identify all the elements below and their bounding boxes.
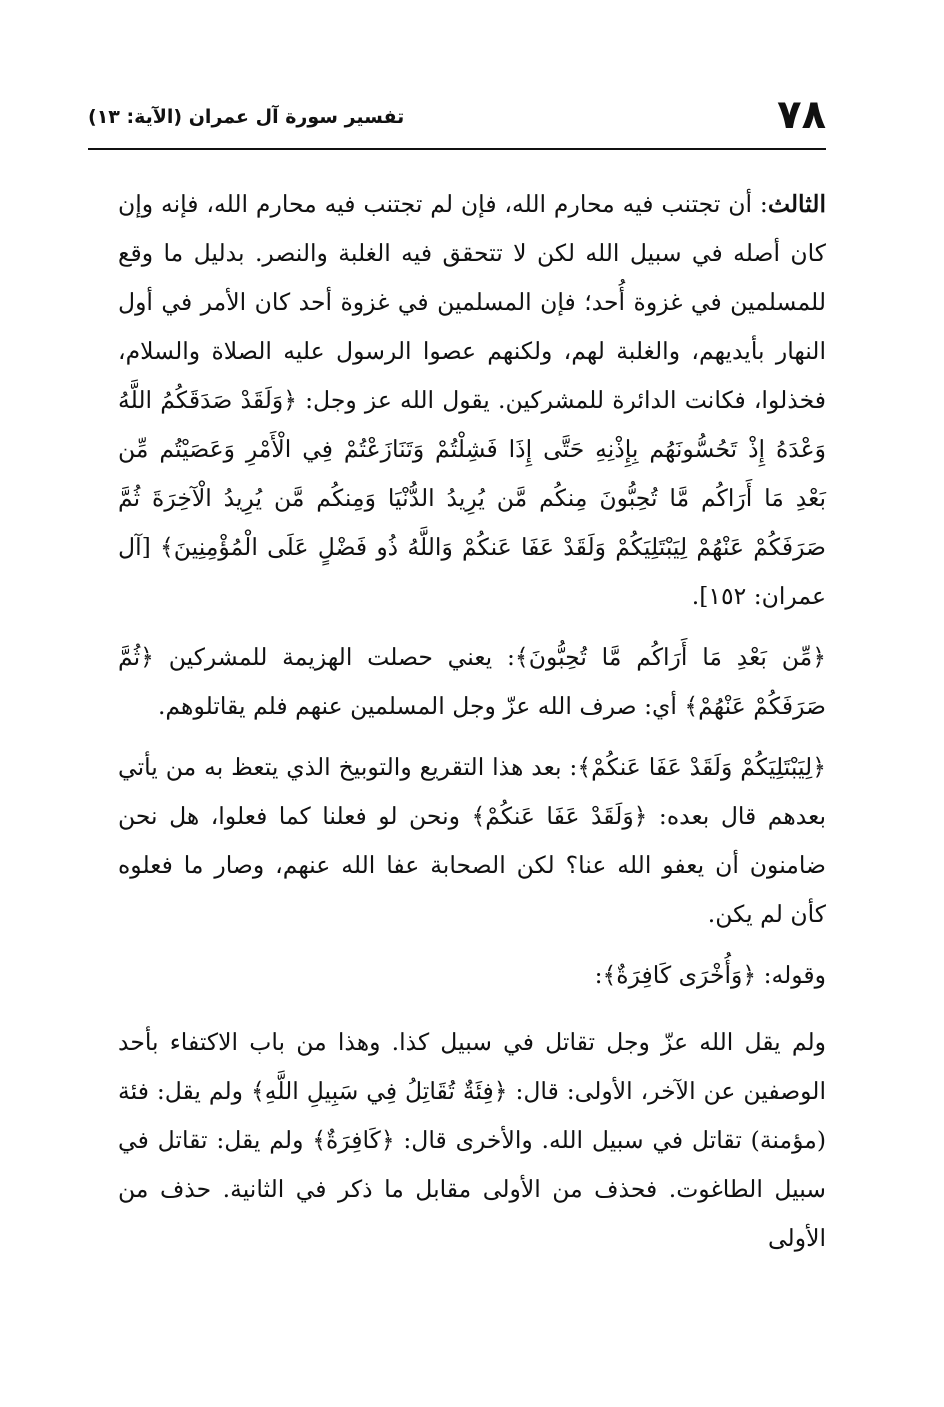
paragraph-4 xyxy=(118,951,826,1000)
running-title: تفسير سورة آل عمران (الآية: ١٣) xyxy=(88,106,405,128)
page-number: ٧٨ xyxy=(777,92,826,138)
paragraph-lead: الثالث xyxy=(767,190,826,218)
paragraph-text: ﴿لِيَبْتَلِيَكُمْ وَلَقَدْ عَفَا عَنكُمْ﴾: بعد هذا التقريع والتوبيخ الذي يتعظ به من يأتي بعدهم قال بعده: ﴿وَلَقَدْ عَفَا عَنكُمْ﴾ ونحن لو فعلنا كما فعلوا، هل نحن ضامنون أن يعفو الله عنا؟ لكن الصحابة عفا الله عنهم، وصار ما فعلوه كأن لم يكن. xyxy=(118,753,826,928)
paragraph-5 xyxy=(118,1018,826,1263)
paragraph-2 xyxy=(118,633,826,731)
paragraph-3 xyxy=(118,743,826,939)
body-text xyxy=(118,180,826,1275)
page-header xyxy=(88,92,826,150)
paragraph-text: وقوله: ﴿وَأُخْرَى كَافِرَةٌ﴾: xyxy=(594,961,826,989)
paragraph-text: ﴿مِّن بَعْدِ مَا أَرَاكُم مَّا تُحِبُّونَ﴾: يعني حصلت الهزيمة للمشركين ﴿ثُمَّ صَرَفَكُمْ عَنْهُمْ﴾ أي: صرف الله عزّ وجل المسلمين عنهم فلم يقاتلوهم. xyxy=(118,643,826,720)
paragraph-text: : أن تجتنب فيه محارم الله، فإن لم تجتنب فيه محارم الله، فإنه وإن كان أصله في سبيل الله لكن لا تتحقق فيه الغلبة والنصر. بدليل ما وقع للمسلمين في غزوة أُحد؛ فإن المسلمين في غزوة أحد كان الأمر في أول النهار بأيديهم، والغلبة لهم، ولكنهم عصوا الرسول عليه الصلاة والسلام، فخذلوا، فكانت الدائرة للمشركين. يقول الله عز وجل: ﴿وَلَقَدْ صَدَقَكُمُ اللَّهُ وَعْدَهُ إِذْ تَحُسُّونَهُم بِإِذْنِهِ حَتَّى إِذَا فَشِلْتُمْ وَتَنَازَعْتُمْ فِي الْأَمْرِ وَعَصَيْتُم مِّن بَعْدِ مَا أَرَاكُم مَّا تُحِبُّونَ مِنكُم مَّن يُرِيدُ الدُّنْيَا وَمِنكُم مَّن يُرِيدُ الْآخِرَةَ ثُمَّ صَرَفَكُمْ عَنْهُمْ لِيَبْتَلِيَكُمْ وَلَقَدْ عَفَا عَنكُمْ وَاللَّهُ ذُو فَضْلٍ عَلَى الْمُؤْمِنِينَ﴾ [آل عمران: ١٥٢]. xyxy=(118,190,826,610)
paragraph-text: ولم يقل الله عزّ وجل تقاتل في سبيل كذا. وهذا من باب الاكتفاء بأحد الوصفين عن الآخر، الأولى: قال: ﴿فِئَةٌ تُقَاتِلُ فِي سَبِيلِ اللَّهِ﴾ ولم يقل: فئة (مؤمنة) تقاتل في سبيل الله. والأخرى قال: ﴿كَافِرَةٌ﴾ ولم يقل: تقاتل في سبيل الطاغوت. فحذف من الأولى مقابل ما ذكر في الثانية. حذف من الأولى xyxy=(118,1028,826,1252)
header-rule xyxy=(88,148,826,150)
paragraph-1 xyxy=(118,180,826,621)
